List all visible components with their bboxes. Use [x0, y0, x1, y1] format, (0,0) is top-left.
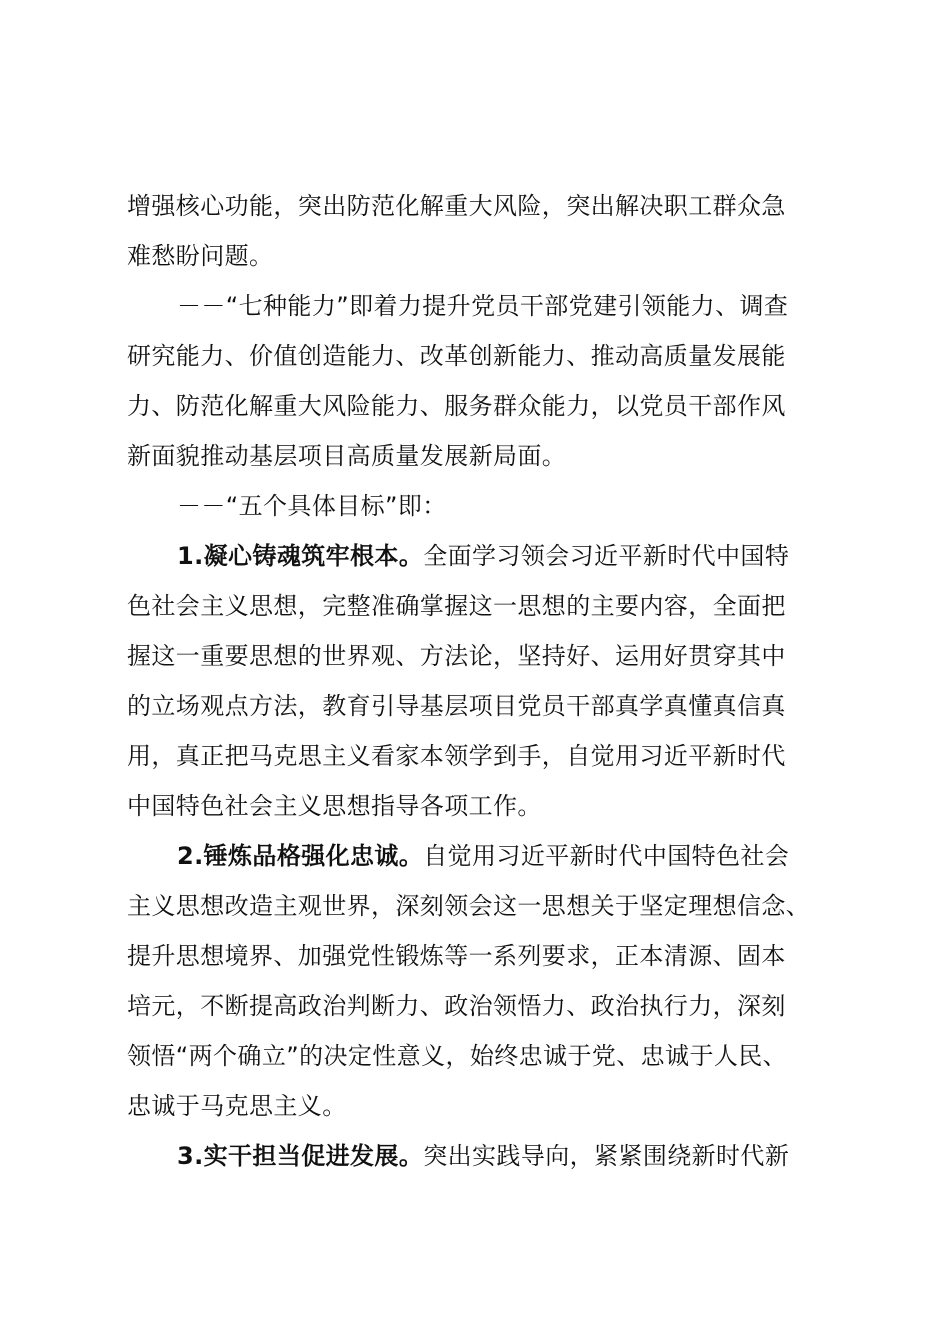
text-line-11 — [127, 681, 847, 731]
text-line-20 — [127, 1131, 847, 1181]
text-line-18 — [127, 1031, 847, 1081]
text-line-7 — [127, 481, 847, 531]
text-line-body: 忠诚于马克思主义。 — [127, 1092, 347, 1120]
body-text — [127, 181, 847, 1181]
text-line-body: 力、防范化解重大风险能力、服务群众能力，以党员干部作风 — [127, 392, 786, 420]
text-line-body: －－“七种能力”即着力提升党员干部党建引领能力、调查 — [177, 292, 789, 320]
text-line-body: 培元，不断提高政治判断力、政治领悟力、政治执行力，深刻 — [127, 992, 786, 1020]
text-line-17 — [127, 981, 847, 1031]
section-heading-2: 2.锤炼品格强化忠诚。 — [177, 842, 424, 870]
text-line-body: 主义思想改造主观世界，深刻领会这一思想关于坚定理想信念、 — [127, 892, 811, 920]
text-line-body: 自觉用习近平新时代中国特色社会 — [423, 842, 790, 870]
text-line-body: 难愁盼问题。 — [127, 242, 274, 270]
text-line-16 — [127, 931, 847, 981]
text-line-6 — [127, 431, 847, 481]
text-line-12 — [127, 731, 847, 781]
text-line-body: 突出实践导向，紧紧围绕新时代新 — [423, 1142, 790, 1170]
text-line-1 — [127, 181, 847, 231]
text-line-body: 领悟“两个确立”的决定性意义，始终忠诚于党、忠诚于人民、 — [127, 1042, 788, 1070]
text-line-8 — [127, 531, 847, 581]
text-line-4 — [127, 331, 847, 381]
text-line-body: 的立场观点方法，教育引导基层项目党员干部真学真懂真信真 — [127, 692, 786, 720]
text-line-body: 增强核心功能，突出防范化解重大风险，突出解决职工群众急 — [127, 192, 786, 220]
text-line-body: 握这一重要思想的世界观、方法论，坚持好、运用好贯穿其中 — [127, 642, 786, 670]
text-line-body: 全面学习领会习近平新时代中国特 — [423, 542, 790, 570]
text-line-9 — [127, 581, 847, 631]
text-line-body: 新面貌推动基层项目高质量发展新局面。 — [127, 442, 567, 470]
text-line-3 — [127, 281, 847, 331]
section-heading-1: 1.凝心铸魂筑牢根本。 — [177, 542, 424, 570]
text-line-body: 色社会主义思想，完整准确掌握这一思想的主要内容，全面把 — [127, 592, 786, 620]
text-line-2 — [127, 231, 847, 281]
text-line-body: －－“五个具体目标”即： — [177, 492, 447, 520]
text-line-13 — [127, 781, 847, 831]
text-line-body: 研究能力、价值创造能力、改革创新能力、推动高质量发展能 — [127, 342, 786, 370]
text-line-15 — [127, 881, 847, 931]
text-line-10 — [127, 631, 847, 681]
text-line-body: 提升思想境界、加强党性锻炼等一系列要求，正本清源、固本 — [127, 942, 786, 970]
text-line-19 — [127, 1081, 847, 1131]
text-line-14 — [127, 831, 847, 881]
section-heading-3: 3.实干担当促进发展。 — [177, 1142, 424, 1170]
text-line-5 — [127, 381, 847, 431]
text-line-body: 中国特色社会主义思想指导各项工作。 — [127, 792, 542, 820]
text-line-body: 用，真正把马克思主义看家本领学到手，自觉用习近平新时代 — [127, 742, 786, 770]
